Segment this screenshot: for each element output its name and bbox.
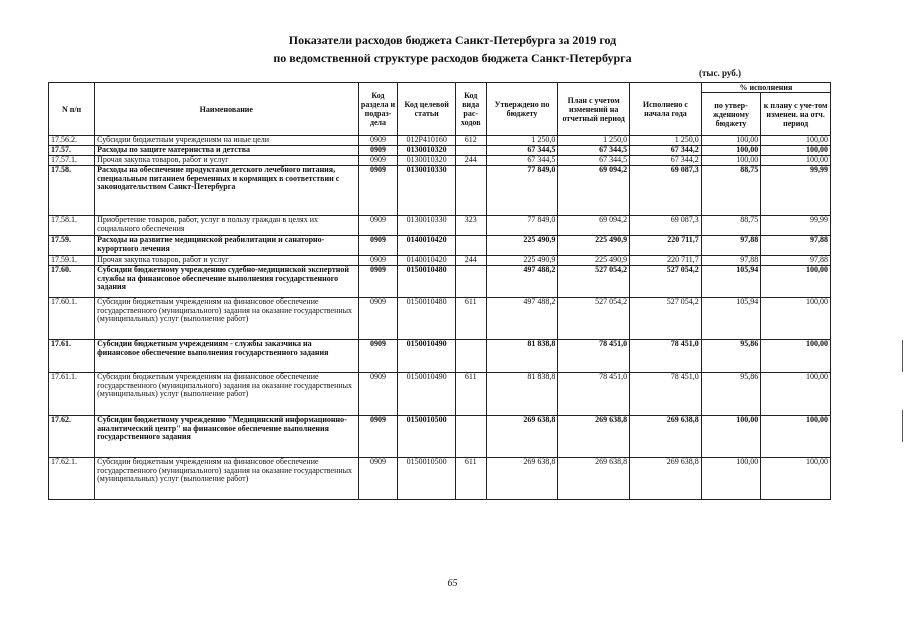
header-pct-plan: к плану с уче-том изменен. на отч. период <box>761 93 831 136</box>
cell-approved: 269 638,8 <box>486 416 558 458</box>
cell-num: 17.61.1. <box>49 373 95 416</box>
cell-num: 17.58.1. <box>49 216 95 236</box>
cell-pct-plan: 100,00 <box>761 298 831 340</box>
cell-approved: 269 638,8 <box>486 458 558 500</box>
cell-name: Субсидии бюджетному учреждению "Медицинский информационно-аналитический центр" на финансовое обеспечение выполнения государственного задания <box>95 416 358 458</box>
cell-plan: 527 054,2 <box>558 298 630 340</box>
cell-target: 0150010480 <box>398 266 455 298</box>
cell-approved: 1 250,0 <box>486 136 558 146</box>
cell-plan: 225 490,9 <box>558 236 630 256</box>
cell-name: Прочая закупка товаров, работ и услуг <box>95 256 358 266</box>
edge-mark <box>902 410 903 442</box>
cell-target: 0150010500 <box>398 458 455 500</box>
cell-type <box>455 266 486 298</box>
header-approved: Утверждено по бюджету <box>486 83 558 136</box>
cell-pct-approved: 100,00 <box>701 156 760 166</box>
cell-pct-approved: 100,00 <box>701 146 760 156</box>
cell-approved: 67 344,5 <box>486 156 558 166</box>
cell-plan: 1 250,0 <box>558 136 630 146</box>
cell-executed: 220 711,7 <box>630 256 702 266</box>
cell-executed: 220 711,7 <box>630 236 702 256</box>
cell-plan: 67 344,5 <box>558 146 630 156</box>
cell-pct-approved: 100,00 <box>701 136 760 146</box>
cell-num: 17.59.1. <box>49 256 95 266</box>
cell-name: Расходы на развитие медицинской реабилитации и санаторно-курортного лечения <box>95 236 358 256</box>
cell-type <box>455 340 486 373</box>
cell-executed: 269 638,8 <box>630 416 702 458</box>
cell-executed: 269 638,8 <box>630 458 702 500</box>
cell-type: 611 <box>455 298 486 340</box>
table-row <box>49 236 831 256</box>
table-row <box>49 458 831 500</box>
cell-type: 611 <box>455 458 486 500</box>
table-row <box>49 136 831 146</box>
cell-name: Субсидии бюджетному учреждению судебно-медицинской экспертной службы на финансовое обеспечение выполнения государственного задания <box>95 266 358 298</box>
table-row <box>49 266 831 298</box>
cell-name: Субсидии бюджетным учреждениям на иные цели <box>95 136 358 146</box>
cell-num: 17.60. <box>49 266 95 298</box>
cell-section: 0909 <box>358 340 398 373</box>
cell-section: 0909 <box>358 236 398 256</box>
cell-approved: 225 490,9 <box>486 236 558 256</box>
header-plan: План с учетом изменений на отчетный период <box>558 83 630 136</box>
cell-section: 0909 <box>358 136 398 146</box>
cell-name: Расходы по защите материнства и детства <box>95 146 358 156</box>
cell-pct-plan: 100,00 <box>761 136 831 146</box>
cell-target: 0140010420 <box>398 236 455 256</box>
cell-pct-approved: 105,94 <box>701 298 760 340</box>
header-executed: Исполнено с начала года <box>630 83 702 136</box>
cell-num: 17.59. <box>49 236 95 256</box>
cell-executed: 1 250,0 <box>630 136 702 146</box>
cell-pct-approved: 100,00 <box>701 416 760 458</box>
cell-pct-plan: 97,88 <box>761 236 831 256</box>
cell-approved: 225 490,9 <box>486 256 558 266</box>
table-row <box>49 146 831 156</box>
cell-name: Субсидии бюджетным учреждениям на финансовое обеспечение государственного (муниципального) задания на оказание государственных (муниципальных) услуг (выполнение работ) <box>95 298 358 340</box>
cell-pct-approved: 88,75 <box>701 166 760 216</box>
cell-name: Субсидии бюджетным учреждениям - службы заказчика на финансовое обеспечение выполнения государственного задания <box>95 340 358 373</box>
cell-num: 17.61. <box>49 340 95 373</box>
cell-type <box>455 146 486 156</box>
cell-plan: 69 094,2 <box>558 166 630 216</box>
cell-target: 0140010420 <box>398 256 455 266</box>
cell-target: 0150010490 <box>398 340 455 373</box>
cell-type: 244 <box>455 256 486 266</box>
table-row <box>49 340 831 373</box>
page-title: Показатели расходов бюджета Санкт-Петербурга за 2019 год <box>288 33 617 47</box>
cell-type: 611 <box>455 373 486 416</box>
cell-type <box>455 416 486 458</box>
cell-approved: 77 849,0 <box>486 216 558 236</box>
cell-plan: 269 638,8 <box>558 458 630 500</box>
cell-section: 0909 <box>358 166 398 216</box>
cell-name: Прочая закупка товаров, работ и услуг <box>95 156 358 166</box>
table-row <box>49 256 831 266</box>
cell-pct-approved: 88,75 <box>701 216 760 236</box>
page-subtitle: по ведомственной структуре расходов бюджета Санкт-Петербурга <box>273 51 632 65</box>
cell-executed: 69 087,3 <box>630 166 702 216</box>
cell-pct-approved: 100,00 <box>701 458 760 500</box>
table-row <box>49 416 831 458</box>
cell-pct-approved: 95,86 <box>701 340 760 373</box>
cell-section: 0909 <box>358 458 398 500</box>
cell-plan: 78 451,0 <box>558 340 630 373</box>
cell-plan: 78 451,0 <box>558 373 630 416</box>
cell-plan: 269 638,8 <box>558 416 630 458</box>
cell-pct-plan: 100,00 <box>761 146 831 156</box>
cell-pct-approved: 97,88 <box>701 236 760 256</box>
cell-approved: 497 488,2 <box>486 266 558 298</box>
cell-num: 17.62.1. <box>49 458 95 500</box>
table-row <box>49 373 831 416</box>
cell-section: 0909 <box>358 266 398 298</box>
header-pct-approved: по утвер-жденному бюджету <box>701 93 760 136</box>
cell-plan: 225 490,9 <box>558 256 630 266</box>
cell-num: 17.60.1. <box>49 298 95 340</box>
units-label: (тыс. руб.) <box>699 68 741 78</box>
cell-type: 612 <box>455 136 486 146</box>
cell-num: 17.58. <box>49 166 95 216</box>
header-target: Код целевой статьи <box>398 83 455 136</box>
cell-target: 0130010320 <box>398 146 455 156</box>
table-row <box>49 156 831 166</box>
cell-pct-plan: 100,00 <box>761 416 831 458</box>
header-section: Код раздела и подраз-дела <box>358 83 398 136</box>
cell-name: Субсидии бюджетным учреждениям на финансовое обеспечение государственного (муниципального) задания на оказание государственных (муниципальных) услуг (выполнение работ) <box>95 373 358 416</box>
cell-executed: 67 344,2 <box>630 156 702 166</box>
cell-section: 0909 <box>358 373 398 416</box>
header-type: Код вида рас-ходов <box>455 83 486 136</box>
cell-pct-approved: 95,86 <box>701 373 760 416</box>
cell-approved: 497 488,2 <box>486 298 558 340</box>
cell-pct-plan: 100,00 <box>761 266 831 298</box>
cell-approved: 81 838,8 <box>486 373 558 416</box>
table-row <box>49 298 831 340</box>
cell-section: 0909 <box>358 216 398 236</box>
header-num: N п/п <box>49 83 95 136</box>
cell-executed: 78 451,0 <box>630 373 702 416</box>
cell-plan: 527 054,2 <box>558 266 630 298</box>
cell-pct-plan: 99,99 <box>761 216 831 236</box>
cell-approved: 67 344,5 <box>486 146 558 156</box>
cell-target: 0150010490 <box>398 373 455 416</box>
cell-executed: 527 054,2 <box>630 266 702 298</box>
table-row <box>49 216 831 236</box>
cell-plan: 69 094,2 <box>558 216 630 236</box>
cell-pct-plan: 100,00 <box>761 156 831 166</box>
cell-name: Субсидии бюджетным учреждениям на финансовое обеспечение государственного (муниципального) задания на оказание государственных (муниципальных) услуг (выполнение работ) <box>95 458 358 500</box>
table-body <box>49 136 831 500</box>
cell-executed: 78 451,0 <box>630 340 702 373</box>
cell-section: 0909 <box>358 298 398 340</box>
cell-type: 323 <box>455 216 486 236</box>
cell-section: 0909 <box>358 156 398 166</box>
cell-section: 0909 <box>358 416 398 458</box>
header-pct-group: % исполнения <box>701 83 830 93</box>
cell-pct-plan: 100,00 <box>761 340 831 373</box>
cell-type <box>455 166 486 216</box>
cell-executed: 69 087,3 <box>630 216 702 236</box>
table-row <box>49 166 831 216</box>
cell-section: 0909 <box>358 256 398 266</box>
cell-pct-approved: 97,88 <box>701 256 760 266</box>
cell-type <box>455 236 486 256</box>
cell-name: Приобретение товаров, работ, услуг в пользу граждан в целях их социального обеспечения <box>95 216 358 236</box>
edge-mark <box>902 340 903 372</box>
cell-pct-approved: 105,94 <box>701 266 760 298</box>
cell-target: 012P410160 <box>398 136 455 146</box>
cell-target: 0130010330 <box>398 216 455 236</box>
cell-section: 0909 <box>358 146 398 156</box>
cell-approved: 81 838,8 <box>486 340 558 373</box>
cell-type: 244 <box>455 156 486 166</box>
header-name: Наименование <box>95 83 358 136</box>
cell-pct-plan: 97,88 <box>761 256 831 266</box>
cell-target: 0130010320 <box>398 156 455 166</box>
page-number: 65 <box>447 578 458 589</box>
cell-num: 17.56.2. <box>49 136 95 146</box>
cell-approved: 77 849,0 <box>486 166 558 216</box>
cell-name: Расходы на обеспечение продуктами детского лечебного питания, специальным питанием беременных и кормящих в соответствии с законодательством Санкт-Петербурга <box>95 166 358 216</box>
cell-pct-plan: 99,99 <box>761 166 831 216</box>
cell-executed: 527 054,2 <box>630 298 702 340</box>
cell-plan: 67 344,5 <box>558 156 630 166</box>
cell-num: 17.62. <box>49 416 95 458</box>
budget-table <box>48 82 831 500</box>
cell-target: 0150010480 <box>398 298 455 340</box>
cell-num: 17.57.1. <box>49 156 95 166</box>
cell-target: 0130010330 <box>398 166 455 216</box>
cell-num: 17.57. <box>49 146 95 156</box>
cell-target: 0150010500 <box>398 416 455 458</box>
cell-pct-plan: 100,00 <box>761 458 831 500</box>
cell-pct-plan: 100,00 <box>761 373 831 416</box>
cell-executed: 67 344,2 <box>630 146 702 156</box>
